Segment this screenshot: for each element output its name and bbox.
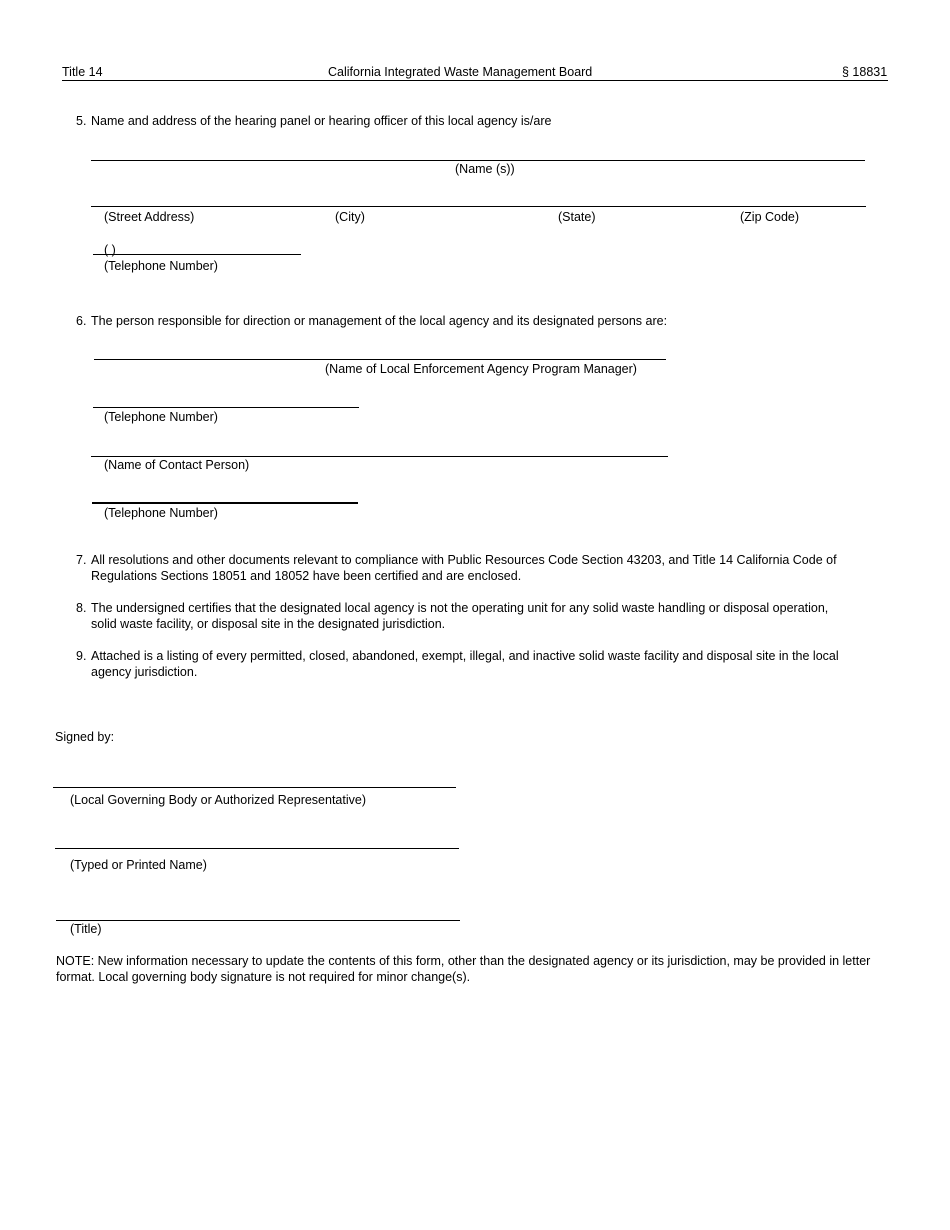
item5-number: 5. — [76, 114, 87, 128]
signed-by-label: Signed by: — [55, 730, 115, 744]
item5-state-label: (State) — [558, 210, 596, 224]
note-line2: format. Local governing body signature is not required for minor change(s). — [56, 970, 471, 984]
item8-number: 8. — [76, 601, 87, 615]
item8-line1: The undersigned certifies that the designated local agency is not the operating unit for any solid waste handling or disposal operation, — [91, 601, 829, 615]
header-rule — [62, 80, 888, 81]
note-line1: NOTE: New information necessary to update the contents of this form, other than the designated agency or its jurisdiction, may be provided in letter — [56, 954, 871, 968]
item5-name-label: (Name (s)) — [455, 162, 515, 176]
item7-number: 7. — [76, 553, 87, 567]
item6-text: The person responsible for direction or management of the local agency and its designated persons are: — [91, 314, 668, 328]
item9-number: 9. — [76, 649, 87, 663]
item8-line2: solid waste facility, or disposal site in the designated jurisdiction. — [91, 617, 446, 631]
item6-manager-label: (Name of Local Enforcement Agency Program Manager) — [325, 362, 637, 376]
item5-text: Name and address of the hearing panel or hearing officer of this local agency is/are — [91, 114, 552, 128]
item6-number: 6. — [76, 314, 87, 328]
title-field[interactable] — [56, 920, 460, 921]
item6-manager-phone-label: (Telephone Number) — [104, 410, 218, 424]
item9-line1: Attached is a listing of every permitted, closed, abandoned, exempt, illegal, and inactive solid waste facility and disposal site in the local — [91, 649, 839, 663]
item5-phone-area-code: ( ) — [104, 243, 116, 257]
item6-manager-field[interactable] — [94, 359, 666, 360]
item7-line2: Regulations Sections 18051 and 18052 have been certified and are enclosed. — [91, 569, 522, 583]
signature-field[interactable] — [53, 787, 456, 788]
header-board-name: California Integrated Waste Management Board — [328, 65, 593, 79]
item6-contact-label: (Name of Contact Person) — [104, 458, 250, 472]
item7-line1: All resolutions and other documents relevant to compliance with Public Resources Code Section 43203, and Title 14 California Code of — [91, 553, 837, 567]
item5-city-label: (City) — [335, 210, 365, 224]
printed-name-field[interactable] — [55, 848, 459, 849]
printed-name-label: (Typed or Printed Name) — [70, 858, 207, 872]
item5-street-label: (Street Address) — [104, 210, 195, 224]
item5-address-field[interactable] — [91, 206, 866, 207]
item6-contact-phone-field[interactable] — [92, 502, 358, 504]
item6-manager-phone-field[interactable] — [93, 407, 359, 408]
item5-phone-field[interactable] — [93, 254, 301, 255]
item5-zip-label: (Zip Code) — [740, 210, 800, 224]
item5-phone-label: (Telephone Number) — [104, 259, 218, 273]
title-label: (Title) — [70, 922, 102, 936]
header-section-number: § 18831 — [842, 65, 888, 79]
governing-body-label: (Local Governing Body or Authorized Representative) — [70, 793, 366, 807]
header-title-number: Title 14 — [62, 65, 103, 79]
item9-line2: agency jurisdiction. — [91, 665, 198, 679]
item6-contact-phone-label: (Telephone Number) — [104, 506, 218, 520]
